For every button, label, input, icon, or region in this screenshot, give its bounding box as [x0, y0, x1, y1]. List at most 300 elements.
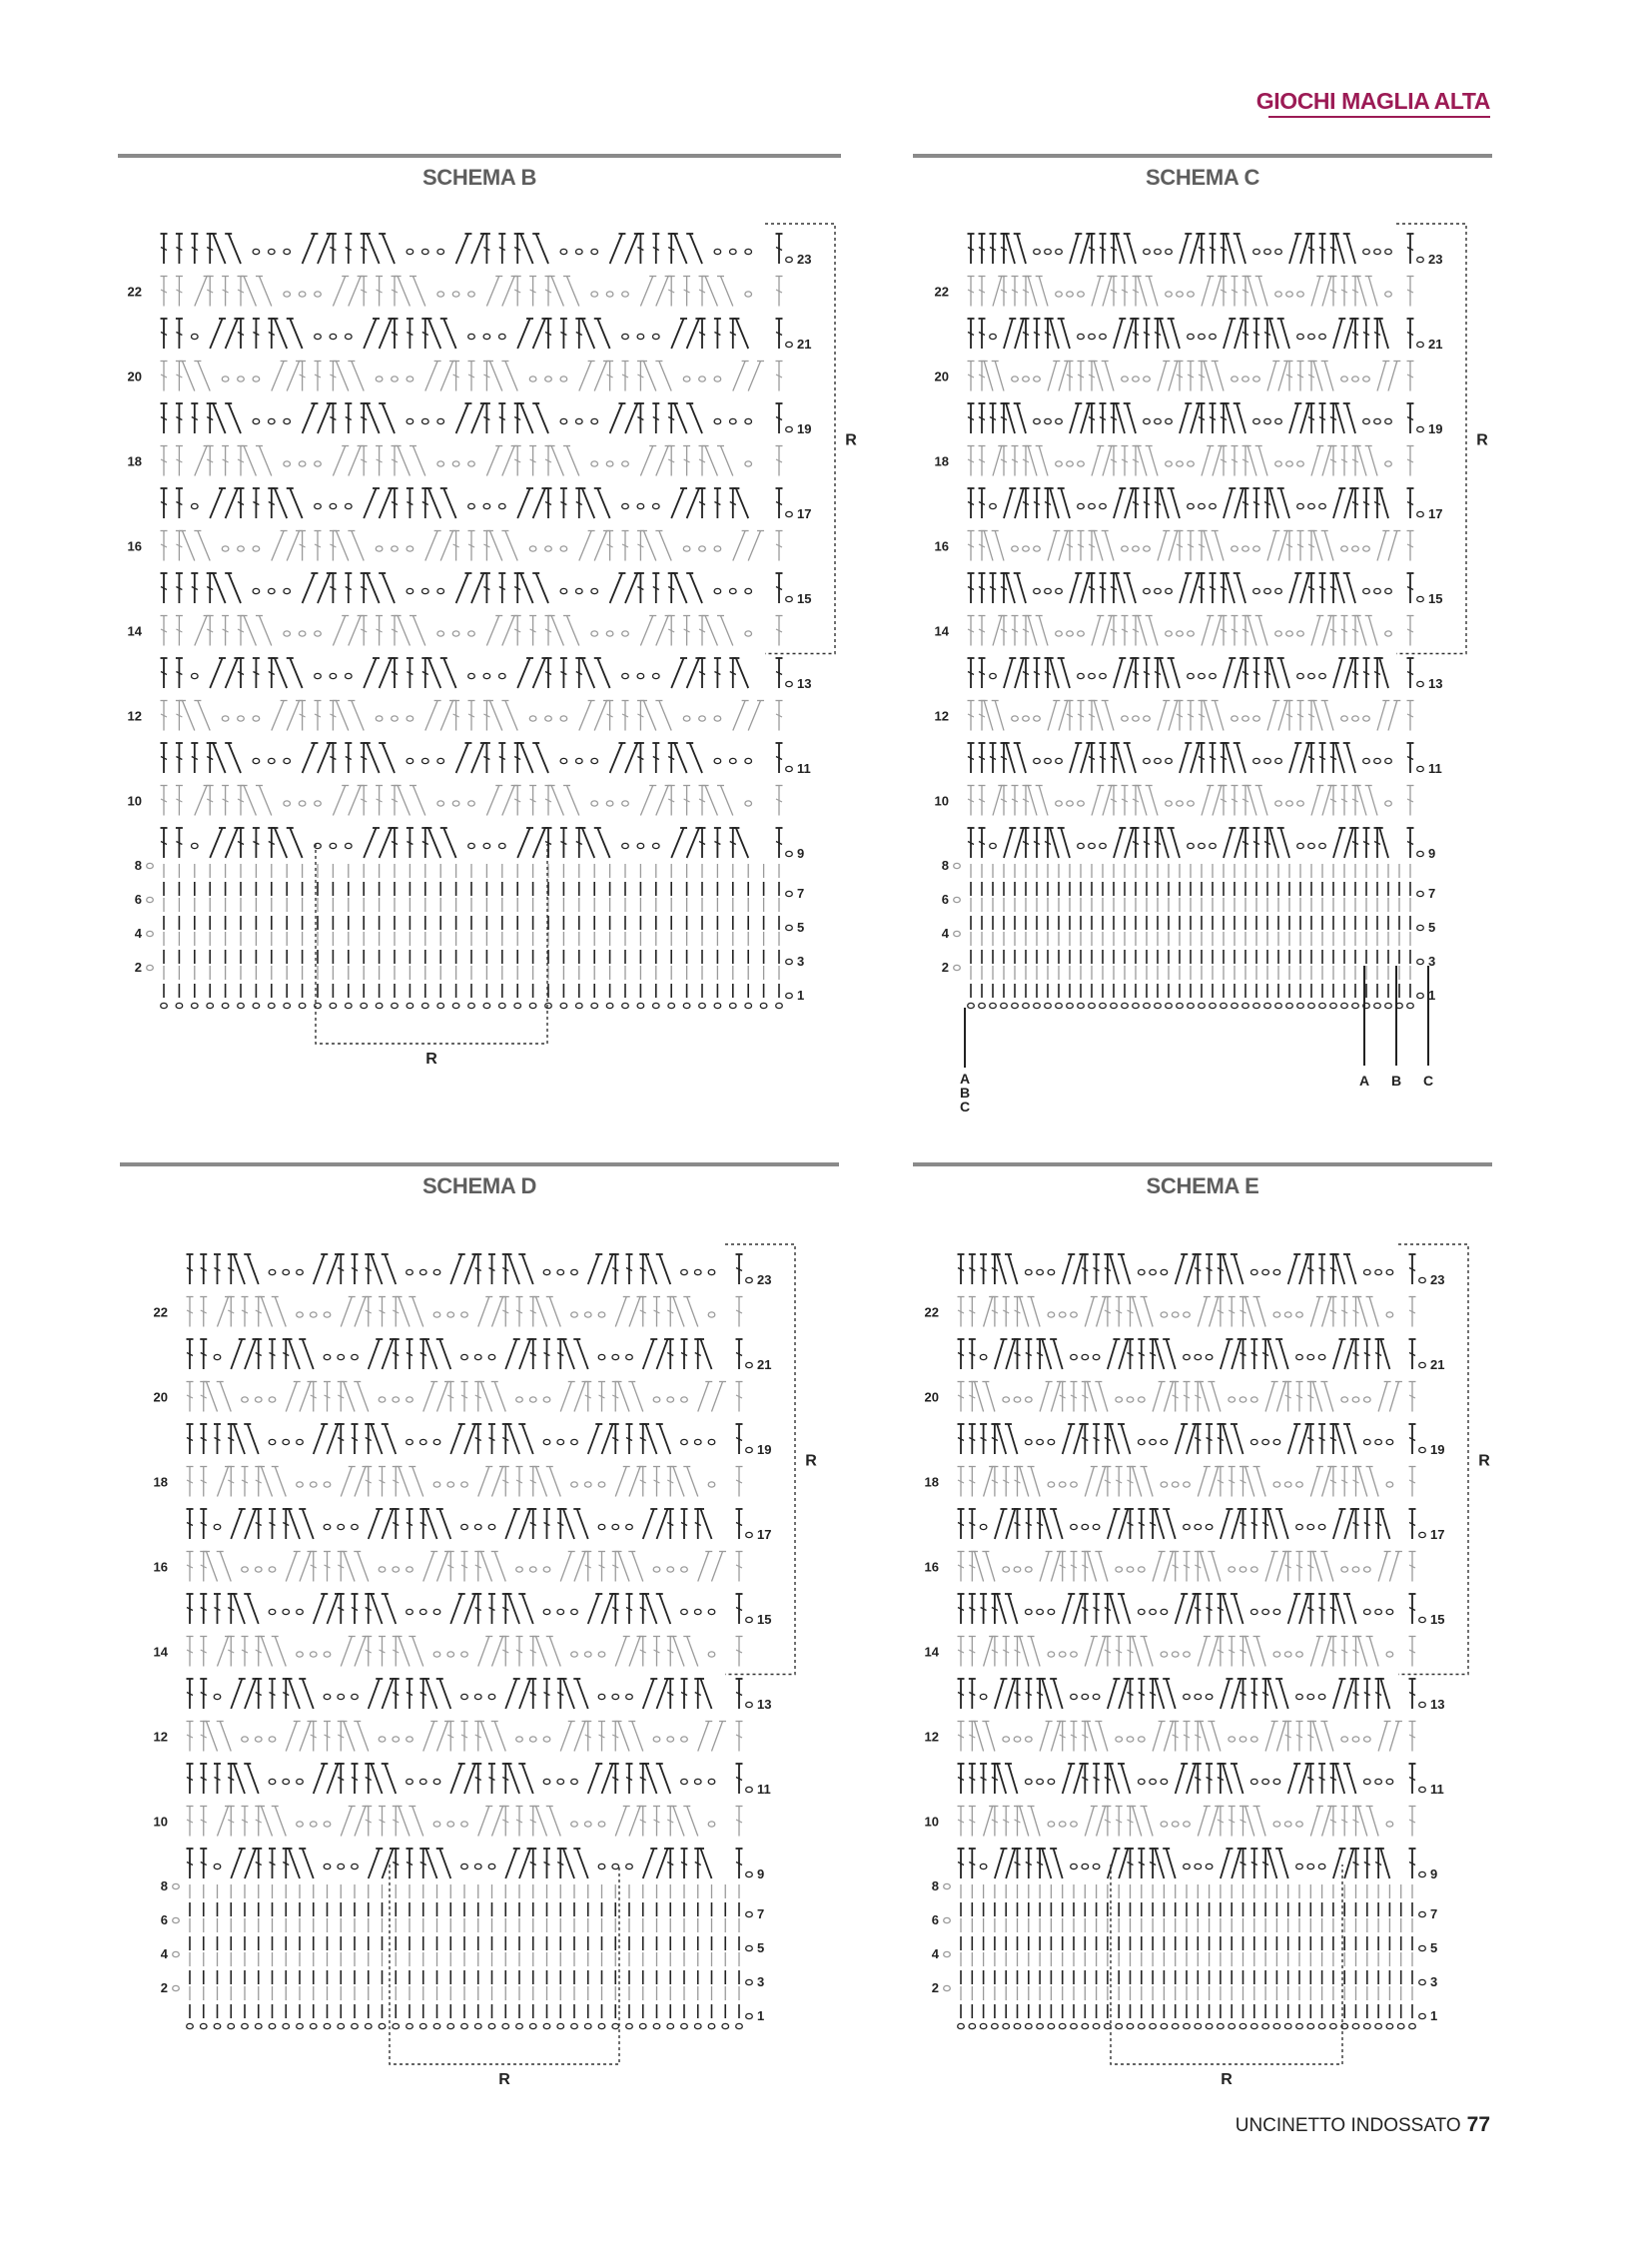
stitch-mark: [259, 786, 271, 816]
stitch-mark: [398, 786, 410, 816]
chain-mark: [297, 2023, 304, 2028]
stitch-mark: [413, 1807, 423, 1837]
chain-mark: [786, 891, 793, 896]
stitch-mark: [659, 1764, 670, 1794]
chain-mark: [1417, 851, 1424, 856]
chain-mark: [447, 1652, 454, 1657]
stitch-mark: [1377, 362, 1386, 391]
stitch-mark: [213, 743, 225, 773]
chain-mark: [1275, 292, 1282, 297]
stitch-mark: [643, 1849, 654, 1878]
chain-mark: [214, 1694, 221, 1699]
chain-mark: [437, 292, 444, 297]
chain-mark: [1188, 503, 1195, 508]
chain-mark: [598, 1354, 605, 1359]
chain-mark: [722, 2023, 729, 2028]
stitch-mark: [502, 786, 514, 816]
stitch-mark: [1048, 701, 1057, 731]
chain-mark: [1144, 546, 1151, 551]
stitch-mark: [610, 234, 622, 264]
stitch-mark: [272, 701, 284, 731]
chain-mark: [529, 376, 536, 381]
chain-mark: [543, 1567, 550, 1572]
stitch-mark: [1092, 786, 1101, 816]
stitch-mark: [244, 446, 256, 476]
stitch-mark: [245, 1849, 256, 1878]
stitch-mark: [1226, 743, 1235, 773]
stitch-mark: [248, 1254, 259, 1284]
chain-mark: [1078, 461, 1085, 466]
stitch-mark: [1160, 488, 1169, 518]
stitch-mark: [594, 701, 606, 731]
stitch-mark: [659, 362, 671, 391]
chain-mark: [571, 1822, 578, 1827]
chain-mark: [1352, 546, 1359, 551]
chain-mark: [437, 758, 444, 763]
chain-mark: [699, 376, 706, 381]
chain-mark: [346, 843, 353, 848]
chain-mark: [667, 1737, 674, 1742]
stitch-mark: [577, 1679, 588, 1709]
chain-mark: [514, 1003, 521, 1008]
stitch-mark: [423, 1552, 434, 1582]
chain-mark: [714, 1003, 721, 1008]
stitch-mark: [333, 446, 345, 476]
stitch-mark: [560, 1552, 571, 1582]
stitch-mark: [1171, 488, 1180, 518]
stitch-mark: [195, 446, 207, 476]
stitch-mark: [993, 446, 1002, 476]
chain-mark: [612, 2023, 619, 2028]
marker-label-left: C: [959, 1099, 971, 1115]
chain-mark: [1385, 418, 1392, 423]
chain-mark: [1078, 1003, 1085, 1008]
stitch-mark: [349, 786, 361, 816]
stitch-mark: [1300, 234, 1309, 264]
stitch-mark: [673, 1807, 684, 1837]
chain-mark: [376, 1003, 383, 1008]
chart-title: SCHEMA B: [421, 165, 537, 190]
row-number-right: 13: [757, 1697, 772, 1712]
stitch-mark: [687, 658, 699, 688]
chain-mark: [192, 503, 199, 508]
chain-mark: [437, 418, 444, 423]
chain-mark: [1264, 249, 1271, 254]
stitch-mark: [720, 786, 732, 816]
stitch-mark: [229, 743, 241, 773]
chain-mark: [591, 801, 598, 806]
stitch-mark: [372, 1764, 383, 1794]
stitch-mark: [588, 1424, 599, 1454]
stitch-mark: [1289, 234, 1298, 264]
stitch-mark: [1235, 319, 1243, 349]
chain-mark: [1089, 673, 1096, 678]
chain-mark: [1275, 461, 1282, 466]
stitch-mark: [1300, 573, 1309, 603]
chain-mark: [990, 334, 997, 339]
stitch-mark: [226, 488, 238, 518]
stitch-mark: [355, 1807, 366, 1837]
chain-mark: [433, 1269, 440, 1274]
chain-mark: [422, 588, 429, 593]
stitch-mark: [1202, 616, 1211, 646]
stitch-mark: [673, 1637, 684, 1667]
stitch-mark: [646, 1254, 657, 1284]
stitch-mark: [1280, 658, 1289, 688]
row-number-left: 22: [153, 1304, 168, 1320]
chain-mark: [242, 1737, 249, 1742]
chain-mark: [1166, 631, 1173, 636]
chain-mark: [606, 461, 613, 466]
chain-mark: [192, 334, 199, 339]
chain-mark: [708, 1822, 715, 1827]
chain-mark: [346, 673, 353, 678]
stitch-mark: [995, 701, 1004, 731]
chain-mark: [557, 1609, 564, 1614]
stitch-mark: [456, 743, 468, 773]
stitch-mark: [328, 1764, 339, 1794]
stitch-mark: [439, 1849, 450, 1878]
chain-mark: [468, 334, 475, 339]
chart-schema-d: [120, 1162, 839, 2091]
chain-mark: [330, 843, 337, 848]
stitch-mark: [369, 1509, 380, 1539]
chain-mark: [488, 1864, 495, 1868]
stitch-mark: [687, 1807, 698, 1837]
stitch-mark: [259, 446, 271, 476]
stitch-mark: [1092, 616, 1101, 646]
chain-mark: [407, 716, 413, 721]
stitch-mark: [993, 616, 1002, 646]
chain-mark: [297, 1482, 304, 1487]
chain-mark: [324, 1482, 331, 1487]
stitch-mark: [1050, 658, 1059, 688]
stitch-mark: [286, 1382, 297, 1412]
stitch-mark: [533, 319, 545, 349]
chain-mark: [746, 1447, 753, 1452]
row-number-right: 23: [797, 252, 812, 267]
stitch-mark: [597, 658, 609, 688]
chain-mark: [1417, 342, 1424, 347]
stitch-mark: [426, 1509, 437, 1539]
stitch-mark: [659, 1424, 670, 1454]
chain-mark: [192, 843, 199, 848]
chain-mark: [1177, 1003, 1184, 1008]
stitch-mark: [352, 362, 364, 391]
stitch-mark: [383, 1339, 394, 1369]
chain-mark: [407, 418, 413, 423]
stitch-mark: [195, 616, 207, 646]
stitch-mark: [328, 1594, 339, 1624]
row-number-right: 19: [797, 421, 812, 436]
stitch-mark: [364, 319, 376, 349]
stitch-mark: [673, 1297, 684, 1327]
stitch-mark: [492, 1297, 503, 1327]
stitch-mark: [1081, 743, 1090, 773]
marker-label-left: B: [959, 1085, 971, 1101]
stitch-mark: [1324, 701, 1333, 731]
stitch-mark: [245, 1509, 256, 1539]
stitch-mark: [566, 446, 578, 476]
chain-mark: [1188, 673, 1195, 678]
chain-mark: [1166, 758, 1173, 763]
stitch-mark: [1171, 658, 1180, 688]
chain-mark: [745, 801, 752, 806]
chain-mark: [1023, 716, 1030, 721]
stitch-mark: [1224, 658, 1233, 688]
stitch-mark: [1226, 234, 1235, 264]
stitch-mark: [674, 743, 686, 773]
stitch-mark: [1247, 446, 1256, 476]
stitch-mark: [577, 1509, 588, 1539]
stitch-mark: [231, 1849, 242, 1878]
stitch-mark: [289, 1509, 300, 1539]
marker-label-right: C: [1422, 1073, 1434, 1089]
chain-mark: [483, 1003, 490, 1008]
chain-mark: [214, 1864, 221, 1868]
stitch-mark: [1379, 828, 1388, 858]
stitch-mark: [207, 1382, 218, 1412]
stitch-mark: [505, 362, 517, 391]
chain-mark: [499, 334, 506, 339]
chain-mark: [253, 588, 260, 593]
chain-mark: [1188, 843, 1195, 848]
chain-mark: [746, 1979, 753, 1984]
chain-mark: [1144, 376, 1151, 381]
chain-mark: [269, 1567, 276, 1572]
chain-mark: [474, 2023, 481, 2028]
stitch-mark: [372, 1424, 383, 1454]
stitch-mark: [290, 658, 302, 688]
chain-mark: [433, 1312, 440, 1317]
stitch-mark: [1280, 319, 1289, 349]
stitch-mark: [698, 1722, 709, 1752]
chain-mark: [253, 546, 260, 551]
chain-mark: [433, 1609, 440, 1614]
chain-mark: [576, 249, 583, 254]
chain-mark: [584, 2023, 591, 2028]
stitch-mark: [1180, 743, 1189, 773]
chain-mark: [667, 1397, 674, 1402]
stitch-mark: [1213, 786, 1222, 816]
chain-mark: [338, 1864, 345, 1868]
chain-mark: [730, 1003, 737, 1008]
row-number-right: 7: [797, 886, 805, 901]
chain-mark: [269, 1269, 276, 1274]
stitch-mark: [318, 573, 330, 603]
chain-mark: [637, 334, 644, 339]
chain-mark: [598, 1524, 605, 1529]
chain-mark: [745, 588, 752, 593]
stitch-mark: [364, 658, 376, 688]
chain-mark: [560, 546, 567, 551]
row-number-left: 18: [153, 1474, 168, 1490]
chain-mark: [283, 1269, 290, 1274]
chain-mark: [560, 418, 567, 423]
stitch-mark: [629, 1297, 640, 1327]
chain-mark: [407, 758, 413, 763]
stitch-mark: [720, 616, 732, 646]
row-number-right: 21: [1428, 337, 1443, 352]
stitch-mark: [1278, 362, 1287, 391]
chain-mark: [379, 2023, 386, 2028]
chain-mark: [591, 418, 598, 423]
stitch-mark: [995, 362, 1004, 391]
chain-mark: [447, 1482, 454, 1487]
stitch-mark: [489, 362, 501, 391]
chain-mark: [560, 716, 567, 721]
chain-mark: [1297, 292, 1304, 297]
chain-mark: [284, 461, 291, 466]
chain-mark: [591, 631, 598, 636]
stitch-mark: [275, 658, 287, 688]
stitch-mark: [234, 1254, 245, 1284]
chain-mark: [979, 1003, 986, 1008]
row-number-right: 15: [797, 591, 812, 606]
chain-mark: [324, 1864, 331, 1868]
chain-mark: [324, 1652, 331, 1657]
chain-mark: [786, 342, 793, 347]
chain-mark: [760, 1003, 767, 1008]
stitch-mark: [1125, 828, 1134, 858]
stitch-mark: [439, 1679, 450, 1709]
stitch-mark: [551, 446, 563, 476]
stitch-mark: [207, 1722, 218, 1752]
chain-mark: [255, 1737, 262, 1742]
chain-mark: [338, 1694, 345, 1699]
row-number-left: 20: [153, 1389, 168, 1405]
stitch-mark: [1313, 362, 1322, 391]
stitch-mark: [367, 403, 379, 433]
stitch-mark: [563, 1509, 574, 1539]
chain-mark: [1297, 503, 1304, 508]
chain-mark: [1177, 292, 1184, 297]
chain-mark: [714, 376, 721, 381]
stitch-mark: [618, 1552, 629, 1582]
chain-mark: [1275, 801, 1282, 806]
chain-mark: [324, 1524, 331, 1529]
chain-mark: [1034, 716, 1041, 721]
stitch-mark: [385, 1764, 396, 1794]
chain-mark: [954, 897, 961, 902]
chain-mark: [1417, 891, 1424, 896]
stitch-mark: [275, 828, 287, 858]
chain-mark: [452, 1003, 459, 1008]
chain-mark: [468, 673, 475, 678]
stitch-mark: [582, 658, 594, 688]
stitch-mark: [303, 403, 315, 433]
chain-mark: [324, 1354, 331, 1359]
chain-mark: [200, 2023, 207, 2028]
stitch-mark: [1224, 319, 1233, 349]
chain-mark: [1078, 503, 1085, 508]
chain-mark: [338, 1354, 345, 1359]
chain-mark: [214, 2023, 221, 2028]
stitch-mark: [450, 1764, 461, 1794]
chain-mark: [433, 1482, 440, 1487]
chain-mark: [746, 1532, 753, 1537]
row-number-left: 8: [134, 858, 142, 873]
stitch-mark: [1050, 319, 1059, 349]
chain-mark: [545, 546, 552, 551]
stitch-mark: [385, 1254, 396, 1284]
chain-mark: [1385, 249, 1392, 254]
chain-mark: [786, 959, 793, 964]
stitch-mark: [398, 616, 410, 646]
chain-mark: [543, 1737, 550, 1742]
chain-mark: [461, 1354, 468, 1359]
stitch-mark: [478, 1807, 489, 1837]
stitch-mark: [1311, 786, 1320, 816]
chain-mark: [1242, 1003, 1249, 1008]
chain-mark: [242, 1567, 249, 1572]
chain-mark: [954, 931, 961, 936]
stitch-mark: [364, 488, 376, 518]
stitch-mark: [1004, 828, 1013, 858]
stitch-mark: [1357, 616, 1366, 646]
chain-mark: [745, 1003, 752, 1008]
row-number-right: 13: [1428, 676, 1443, 691]
chain-mark: [746, 1911, 753, 1916]
stitch-mark: [358, 1382, 369, 1412]
chain-mark: [736, 2023, 743, 2028]
stitch-mark: [426, 1339, 437, 1369]
stitch-mark: [456, 573, 468, 603]
stitch-mark: [674, 403, 686, 433]
stitch-mark: [560, 1722, 571, 1752]
stitch-mark: [226, 658, 238, 688]
stitch-mark: [423, 1382, 434, 1412]
stitch-mark: [549, 1297, 560, 1327]
chain-mark: [393, 1397, 400, 1402]
stitch-mark: [478, 1467, 489, 1497]
row-number-left: 2: [134, 960, 142, 975]
stitch-mark: [275, 1297, 286, 1327]
stitch-mark: [218, 1807, 229, 1837]
chain-mark: [222, 376, 229, 381]
stitch-mark: [486, 446, 498, 476]
stitch-mark: [314, 1424, 325, 1454]
chain-mark: [452, 292, 459, 297]
stitch-mark: [369, 1849, 380, 1878]
chain-mark: [1264, 758, 1271, 763]
chain-mark: [299, 461, 306, 466]
stitch-mark: [563, 1339, 574, 1369]
stitch-mark: [984, 531, 993, 561]
stitch-mark: [1028, 786, 1037, 816]
stitch-mark: [1278, 701, 1287, 731]
chain-mark: [529, 1397, 536, 1402]
chain-mark: [681, 1567, 688, 1572]
chain-mark: [222, 716, 229, 721]
row-number-right: 11: [757, 1782, 771, 1797]
chain-mark: [324, 1822, 331, 1827]
chain-mark: [330, 503, 337, 508]
chain-mark: [584, 1652, 591, 1657]
chain-mark: [653, 1003, 660, 1008]
stitch-mark: [1050, 488, 1059, 518]
stitch-mark: [748, 531, 760, 561]
chain-mark: [1417, 511, 1424, 516]
chain-mark: [310, 1652, 317, 1657]
chain-mark: [653, 1567, 660, 1572]
chain-mark: [1253, 716, 1260, 721]
chain-mark: [591, 249, 598, 254]
chain-mark: [786, 257, 793, 262]
chain-mark: [1188, 334, 1195, 339]
stitch-mark: [1344, 319, 1353, 349]
chain-mark: [253, 758, 260, 763]
